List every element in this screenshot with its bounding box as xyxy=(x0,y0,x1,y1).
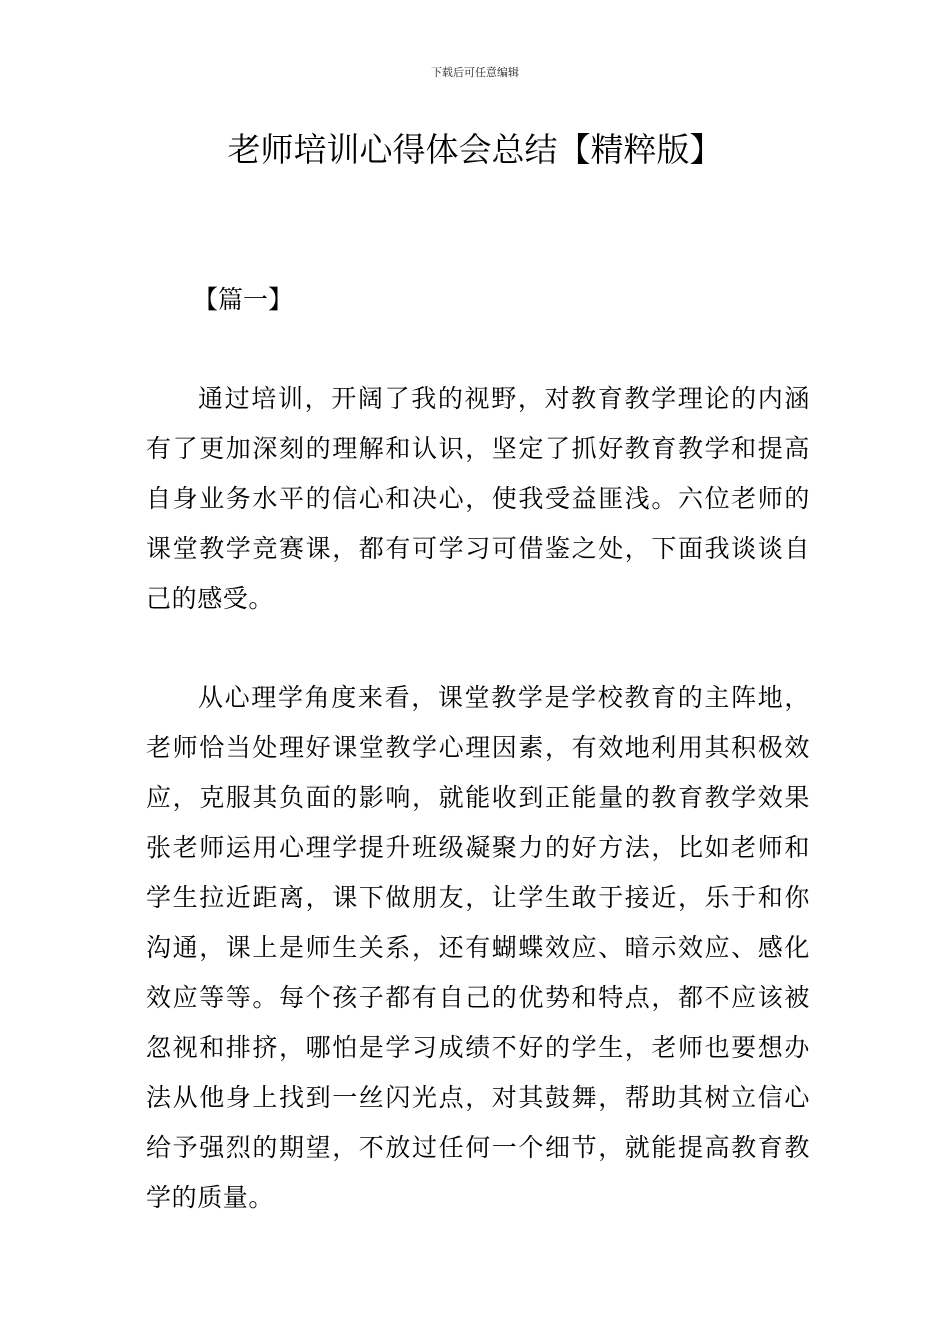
section-label: 【篇一】 xyxy=(193,285,294,314)
body-paragraph-1: 通过培训，开阔了我的视野，对教育教学理论的内涵有了更加深刻的理解和认识，坚定了抓好教育教学和提高自身业务水平的信心和决心，使我受益匪浅。六位老师的课堂教学竞赛课，都有可学习可借鉴之处，下面我谈谈自己的感受。 xyxy=(146,384,810,613)
header-note: 下载后可任意编辑 xyxy=(431,66,519,79)
body-paragraph-2: 从心理学角度来看，课堂教学是学校教育的主阵地，老师恰当处理好课堂教学心理因素，有效地利用其积极效应，克服其负面的影响，就能收到正能量的教育教学效果张老师运用心理学提升班级凝聚力的好方法，比如老师和学生拉近距离，课下做朋友，让学生敢于接近，乐于和你沟通，课上是师生关系，还有蝴蝶效应、暗示效应、感化效应等等。每个孩子都有自己的优势和特点，都不应该被忽视和排挤，哪怕是学习成绩不好的学生，老师也要想办法从他身上找到一丝闪光点，对其鼓舞，帮助其树立信心给予强烈的期望，不放过任何一个细节，就能提高教育教学的质量。 xyxy=(146,683,810,1212)
document-title: 老师培训心得体会总结【精粹版】 xyxy=(227,130,723,169)
